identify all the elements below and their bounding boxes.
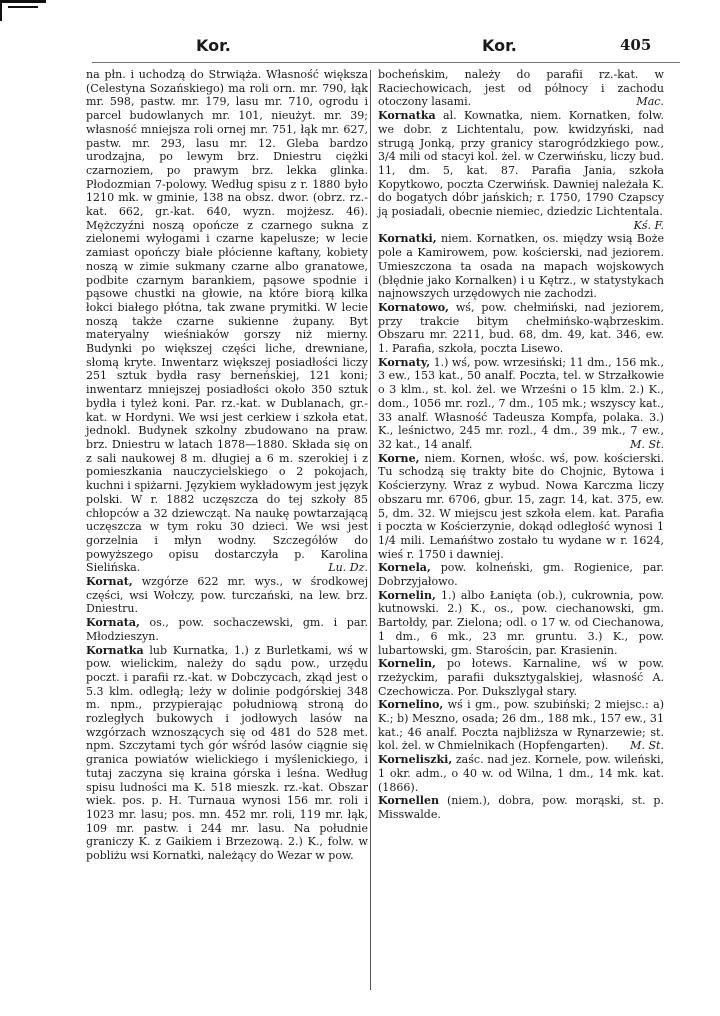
entry-text: po łotews. Karnaline, wś w pow. rzeżyckim, parafii duksztygalskiej, własność A. Czechowicza. Por. Dukszlygał stary. — [378, 657, 664, 698]
entry-text: os., pow. sochaczewski, gm. i par. Młodzieszyn. — [86, 616, 368, 643]
header-left-keyword: Kor. — [196, 36, 231, 55]
entry-author-signature: Kś. F. — [633, 218, 664, 232]
entry-text: wś i gm., pow. szubiński; 2 miejsc.: a) K.; b) Meszno, osada; 26 dm., 188 mk., 157 ew., 31 kat.; 46 analf. Poczta najbliższa w Rynarzewie; st. kol. żel. w Chmielnikach (Hopfengarten). — [378, 698, 664, 753]
dictionary-entry — [378, 68, 664, 109]
dictionary-entry — [378, 452, 664, 562]
entry-headword: Kornatka — [86, 643, 144, 657]
entry-author-signature: M. St. — [630, 739, 664, 753]
page-number: 405 — [620, 36, 652, 54]
entry-headword: Kornelin, — [378, 657, 436, 671]
entry-text: wś, pow. chełmiński, nad jeziorem, przy trakcie bitym chełmińsko-wąbrzeskim. Obszaru mr. 2211, bud. 68, dm. 49, kat. 346, ew. 1. Parafia, szkoła, poczta Lisewo. — [378, 300, 664, 356]
entry-author-signature: Lu. Dz. — [328, 561, 368, 575]
entry-headword: Korne, — [378, 451, 420, 465]
dictionary-entry — [86, 575, 368, 616]
entry-headword: Kornaty, — [378, 355, 431, 369]
entry-headword: Kornela, — [378, 561, 431, 575]
entry-text: na płn. i uchodzą do Strwiąża. Własność większa (Celestyna Sozańskiego) ma roli orn. mr. 790, łąk mr. 598, pastw. mr. 179, lasu mr. 710, ogrodu i parcel budowlanych mr. 101, nieużyt. mr. 39; własność mniejsza roli ornej mr. 751, łąk mr. 627, pastw. mr. 293, lasu mr. 12. Gleba bardzo urodzajna, po lewym brz. Dniestru ciężki czarnoziem, po prawym brz. lekka glinka. Płodozmian 7-polowy. Według spisu z r. 1880 było 1210 mk. w gminie, 138 na obsz. dwor. (obrz. rz.-kat. 662, gr.-kat. 640, wyzn. mojżesz. 46). Mężczyźni noszą opończe z czarnego sukna z zielonemi wyłogami i czarne kapelusze; w lecie zamiast opończy białe płócienne kaftany, kobiety noszą w zimie sukmany czarne albo granatowe, podbite czarnym barankiem, pąsowe spodnie i pąsowe chustki na głowie, na które biorą kilka łokci białego płótna, tak zwane prymitki. W lecie noszą także czarne sukienne żupany. Byt materyalny wieśniaków gorszy niż mierny. Budynki po większej części liche, drewniane, słomą kryte. Inwentarz większej posiadłości liczy 251 sztuk bydła rasy berneńskiej, 121 koni; inwentarz mniejszej posiadłości około 350 sztuk bydła i tyleż koni. Par. rz.-kat. w Dublanach, gr.-kat. w Hordyni. We wsi jest cerkiew i szkoła etat. jednokl. Budynek szkolny zbudowano na praw. brz. Dniestru w latach 1878—1880. Składa się on z sali naukowej 8 m. długiej a 6 m. szerokiej i z pomieszkania nauczycielskiego o 2 pokojach, kuchni i spiżarni. Językiem wykładowym jest język polski. W r. 1882 uczęszcza do tej szkoły 85 chłopców a 32 dziewcząt. Na naukę powtarzającą uczęszcza w tym roku 30 dzieci. We wsi jest gorzelnia i młyn wodny. Szczegółów do powyższego opisu dostarczyła p. Karolina Sielińska. — [86, 68, 368, 575]
entry-headword: Kornat, — [86, 575, 133, 589]
dictionary-entry — [378, 301, 664, 356]
entry-text: wzgórze 622 mr. wys., w środkowej części, wsi Wołczy, pow. turczański, na lew. brz. Dniestru. — [86, 575, 368, 616]
entry-text: lub Kurnatka, 1.) z Burletkami, wś w pow. wielickim, należy do sądu pow., urzędu poczt. i parafii rz.-kat. w Dobczycach, zkąd jest o 5.3 klm. odległą; leży w dolinie podgórskiej 348 m. npm., przypierając południową stroną do rozległych bukowych i jodłowych lasów na wzgórzach wznoszących się od 481 do 528 met. npm. Szczytami tych gór wśród lasów ciągnie się granica powiatów wielickiego i myślenickiego, i tutaj zaczyna się kraina górska i leśna. Według spisu ludności ma K. 518 mieszk. rz.-kat. Obszar wiek. pos. p. H. Turnaua wynosi 156 mr. roli i 1023 mr. lasu; pos. mn. 452 mr. roli, 119 mr. łąk, 109 mr. pastw. i 244 mr. lasu. Na południe graniczy K. z Gaikiem i Brzezową. 2.) K., folw. w pobliżu wsi Kornatki, należący do Wezar w pow. — [86, 643, 368, 863]
entry-text: niem. Kornen, włośc. wś, pow. kościerski. Tu schodzą się trakty bite do Chojnic, Bytowa i Kościerzyny. Wraz z wybud. Nowa Karczma liczy obszaru mr. 6706, gbur. 15, zagr. 14, kat. 375, ew. 5, dm. 32. W miejscu jest szkoła elem. kat. Parafia i poczta w Kościerzynie, dokąd odległość wynosi 1 1/4 mili. Lemańśtwo zostało tu wydane w r. 1624, wieś r. 1750 i dawniej. — [378, 451, 664, 561]
entry-text: niem. Kornatken, os. między wsią Boże pole a Kamirowem, pow. kościerski, nad jeziorem. Umieszczona ta osada na mapach wojskowych (błędnie jako Kornalken) i u Kętrz., w statystykach najnowszych urzędowych nie zachodzi. — [378, 232, 664, 301]
entry-headword: Kornata, — [86, 616, 140, 630]
dictionary-entry — [378, 561, 664, 588]
left-column — [86, 68, 368, 863]
dictionary-entry — [378, 589, 664, 658]
dictionary-entry — [86, 644, 368, 863]
dictionary-entry — [86, 616, 368, 643]
entry-text: (niem.), dobra, pow. morąski, st. p. Misswalde. — [378, 794, 664, 821]
entry-author-signature: Mac. — [636, 95, 664, 109]
entry-text: 1.) albo Łanięta (ob.), cukrownia, pow. kutnowski. 2.) K., os., pow. ciechanowski, gm. Bartołdy, par. Zielona; odl. o 17 w. od Ciechanowa, 1 dm., 6 mk., 23 mr. gruntu. 3.) K., pow. lubartowski, gm. Starościn, par. Krasienin. — [378, 588, 664, 657]
entry-headword: Kornatki, — [378, 232, 437, 246]
entry-headword: Kornatka — [378, 109, 436, 123]
entry-text: 1.) wś, pow. wrzesiński; 11 dm., 156 mk., 3 ew., 153 kat., 50 analf. Poczta, tel. w Strzałkowie o 3 klm., st. kol. żel. we Wrześni o 15 klm. 2.) K., dom., 1056 mr. rozl., 7 dm., 105 mk.; wszyscy kat., 33 analf. Własność Tadeusza Kompfa, polaka. 3.) K., leśnictwo, 245 mr. rozl., 4 dm., 39 mk., 7 ew., 32 kat., 14 analf. — [378, 355, 664, 451]
entry-text: al. Kownatka, niem. Kornatken, folw. we dobr. z Lichtentalu, pow. kwidzyński, nad strugą Jonką, przy granicy starogródzkiego pow., 3/4 mili od stacyi kol. żel. w Czerwińsku, liczy bud. 11, dm. 5, kat. 87. Parafia Jania, szkoła Kopytkowo, poczta Czerwińsk. Dawniej należała K. do bogatych dóbr jańskich; r. 1750, 1790 Czapscy ją posiadali, obecnie niemiec, dziedzic Lichtentala. — [378, 109, 664, 219]
entry-author-signature: M. St. — [630, 437, 664, 451]
dictionary-entry — [378, 794, 664, 821]
entry-text: bocheńskim, należy do parafii rz.-kat. w Raciechowicach, jest od północy i zachodu otoczony lasami. — [378, 68, 664, 109]
entry-headword: Kornelino, — [378, 698, 444, 712]
scan-corner-mark — [0, 0, 46, 21]
entry-headword: Kornellen — [378, 794, 440, 808]
header-rule — [92, 62, 680, 63]
running-header — [0, 36, 720, 58]
dictionary-entry — [86, 68, 368, 575]
dictionary-entry — [378, 657, 664, 698]
dictionary-entry — [378, 753, 664, 794]
dictionary-entry — [378, 698, 664, 753]
column-divider — [370, 70, 371, 990]
entry-headword: Korneliszki, — [378, 753, 453, 767]
entry-headword: Kornatowo, — [378, 300, 449, 314]
dictionary-entry — [378, 356, 664, 452]
right-column — [378, 68, 664, 822]
entry-headword: Kornelin, — [378, 588, 436, 602]
entry-text: zaśc. nad jez. Kornele, pow. wileński, 1 okr. adm., o 40 w. od Wilna, 1 dm., 14 mk. kat. (1866). — [378, 753, 664, 794]
entry-text: pow. kolneński, gm. Rogienice, par. Dobrzyjałowo. — [378, 561, 664, 589]
header-right-keyword: Kor. — [482, 36, 517, 55]
dictionary-entry — [378, 109, 664, 232]
dictionary-entry — [378, 232, 664, 301]
